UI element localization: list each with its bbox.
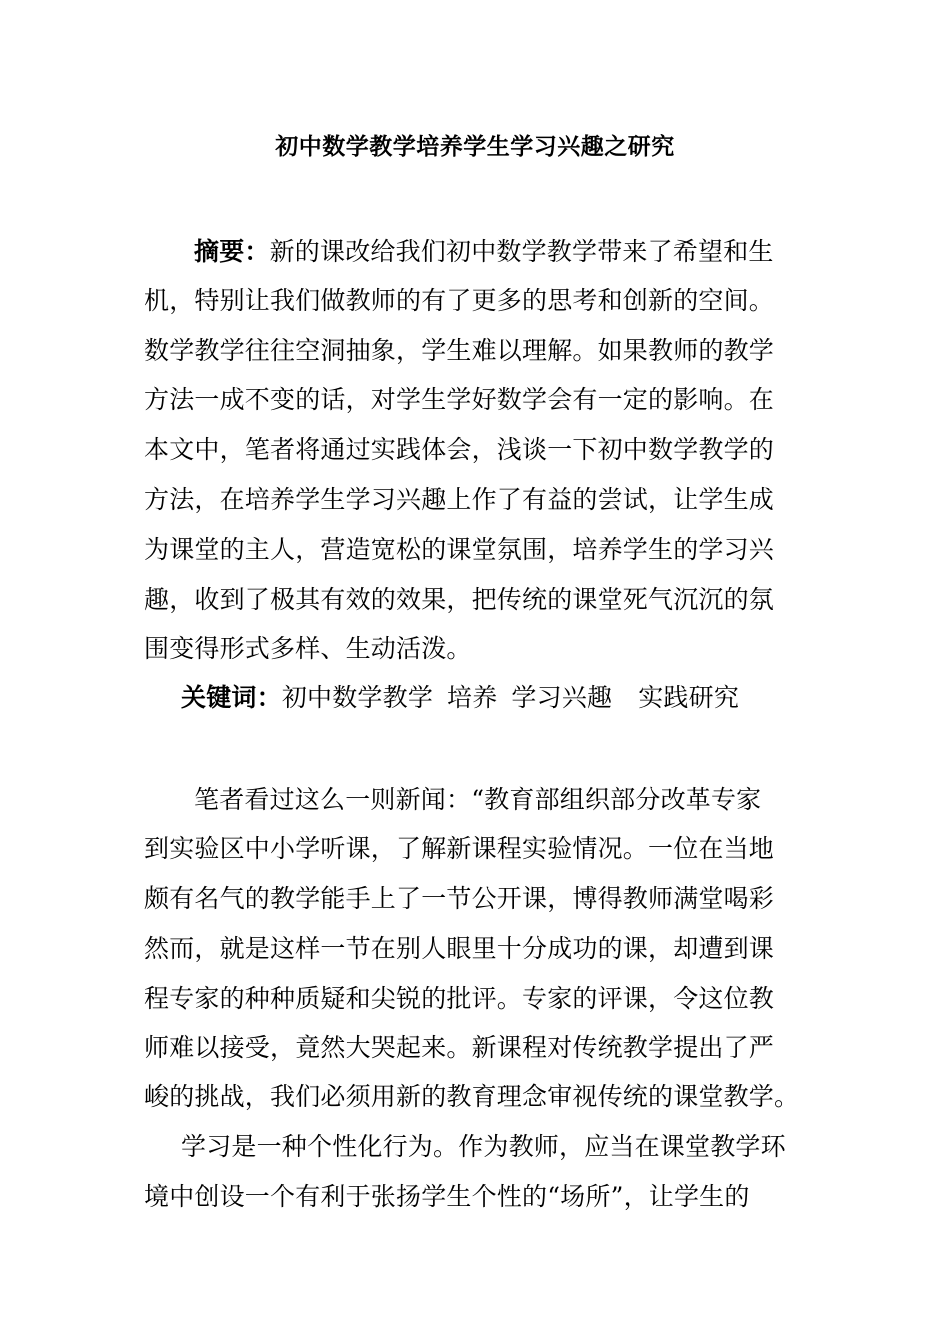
body-p1-line-5: 师难以接受，竟然大哭起来。新课程对传统教学提出了严 <box>144 1033 775 1062</box>
body-p2-line-0: 学习是一种个性化行为。作为教师，应当在课堂教学环 <box>181 1132 786 1161</box>
document-title: 初中数学教学培养学生学习兴趣之研究 <box>275 133 675 160</box>
abstract-line-5: 方法，在培养学生学习兴趣上作了有益的尝试，让学生成 <box>144 485 775 514</box>
keywords-line <box>181 681 851 715</box>
abstract-line-8: 围变得形式多样、生动活泼。 <box>144 634 472 663</box>
body-p1-line-4: 程专家的种种质疑和尖锐的批评。专家的评课，令这位教 <box>144 984 775 1013</box>
abstract-line-7: 趣，收到了极其有效的效果，把传统的课堂死气沉沉的氛 <box>144 585 775 614</box>
body-p1-line-0: 笔者看过这么一则新闻：“教育部组织部分改革专家 <box>194 785 762 814</box>
abstract-line-4: 本文中，笔者将通过实践体会，浅谈一下初中数学教学的 <box>144 435 775 464</box>
body-p1-line-6: 峻的挑战，我们必须用新的教育理念审视传统的课堂教学。 <box>144 1082 800 1111</box>
keywords-label: 关键词： <box>181 683 282 712</box>
body-p2-line-1: 境中创设一个有利于张扬学生个性的“场所”，让学生的 <box>144 1182 750 1211</box>
abstract-line-0: 新的课改给我们初中数学教学带来了希望和生 <box>269 237 774 266</box>
abstract-line-6: 为课堂的主人，营造宽松的课堂氛围，培养学生的学习兴 <box>144 535 775 564</box>
body-p1-line-2: 颇有名气的教学能手上了一节公开课，博得教师满堂喝彩 <box>144 884 775 913</box>
body-p1-line-3: 然而，就是这样一节在别人眼里十分成功的课，却遭到课 <box>144 934 775 963</box>
keyword-item: 学习兴趣 <box>511 683 613 712</box>
abstract-line-1: 机，特别让我们做教师的有了更多的思考和创新的空间。 <box>144 286 775 315</box>
abstract-line-2: 数学教学往往空洞抽象，学生难以理解。如果教师的教学 <box>144 336 775 365</box>
keyword-item: 实践研究 <box>638 683 740 712</box>
abstract-line-3: 方法一成不变的话，对学生学好数学会有一定的影响。在 <box>144 385 775 414</box>
keyword-item: 初中数学教学 <box>281 683 434 712</box>
abstract-label: 摘要： <box>194 237 270 266</box>
body-p1-line-1: 到实验区中小学听课，了解新课程实验情况。一位在当地 <box>144 834 775 863</box>
abstract-first-line <box>194 235 864 269</box>
keyword-item: 培养 <box>447 683 498 712</box>
